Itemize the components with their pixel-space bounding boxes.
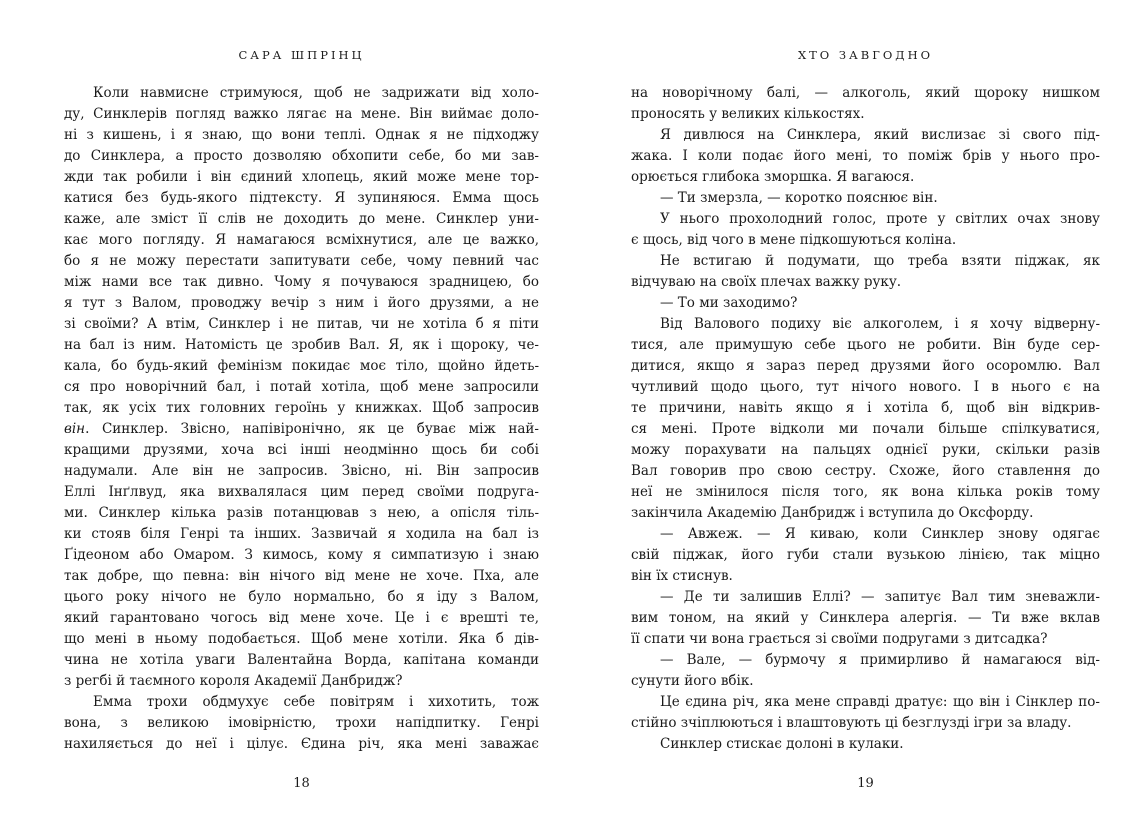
text-line: — Авжеж. — Я киваю, коли Синклер знову одягає	[660, 526, 1100, 542]
text-line: так, як усіх тих головних героїнь у книжках. Щоб запросив	[64, 400, 539, 416]
text-line: вона, з великою імовірністю, трохи напідпитку. Генрі	[64, 715, 539, 731]
page-number-left: 18	[293, 776, 310, 791]
left-page-body	[64, 83, 539, 755]
right-page	[631, 0, 1100, 827]
text-line: нахиляється до неї і цілує. Єдина річ, яка мені заважає	[64, 736, 539, 752]
text-line: надумали. Але він не запросив. Звісно, ні. Він запросив	[64, 463, 539, 479]
text-line: проносять у великих кількостях.	[631, 106, 865, 122]
text-line: стійно зчіплюються і влаштовують ці безглузді ігри за владу.	[631, 715, 1072, 731]
text-line: він їх стиснув.	[631, 568, 733, 584]
text-line: який гарантовано чогось від мене хоче. Це і є врешті те,	[64, 610, 539, 626]
text-line: ся мені. Проте відколи ми почали більше спілкуватися,	[631, 421, 1100, 437]
text-line: — Ти змерзла, — коротко пояснює він.	[660, 190, 938, 206]
text-line: Не встигаю й подумати, що треба взяти піджак, як	[660, 253, 1100, 269]
text-line: каже, але зміст її слів не доходить до мене. Синклер уни-	[64, 211, 539, 227]
text-line: є щось, від чого в мене підкошуються коліна.	[631, 232, 957, 248]
text-line: Емма трохи обдмухує себе повітрям і хихотить, тож	[93, 694, 539, 710]
running-header-left: САРА ШПРІНЦ	[238, 48, 365, 62]
text-line: чина не хотіла уваги Валентайна Ворда, капітана команди	[64, 652, 539, 668]
text-line: що мені в ньому подобається. Щоб мене хотіли. Яка б дів-	[64, 631, 539, 647]
text-line: Синклер стискає долоні в кулаки.	[660, 736, 904, 752]
text-line: ки стояв біля Генрі та інших. Зазвичай я ходила на бал із	[64, 526, 539, 542]
text-line: тися, але примушую себе цього не робити. Він буде сер-	[631, 337, 1100, 353]
text-line: дитися, якщо я зараз перед друзями його осоромлю. Вал	[631, 358, 1100, 374]
text-line: з регбі й таємного короля Академії Данбридж?	[64, 673, 403, 689]
text-line: ся про новорічний бал, і потай хотіла, щоб мене запросили	[64, 379, 539, 395]
text-line: У нього прохолодний голос, проте у світлих очах знову	[660, 211, 1100, 227]
text-line: її спати чи вона грається зі своїми подругами з дитсадка?	[631, 631, 1048, 647]
text-line: ні з кишень, і я знаю, що вони теплі. Однак я не підходжу	[64, 127, 539, 143]
text-line: Вал говорив про свою сестру. Схоже, його ставлення до	[631, 463, 1100, 479]
text-line: між нами все так дивно. Чому я почуваюся зрадницею, бо	[64, 274, 539, 290]
text-line: чутливий щодо цього, тут нічого нового. І в нього є на	[631, 379, 1100, 395]
text-line: катися без будь-якого підтексту. Я зупиняюся. Емма щось	[64, 190, 539, 206]
text-line: те причини, навіть якщо я і хотіла б, щоб він відкрив-	[631, 400, 1100, 416]
text-line: так добре, що певна: він нічого від мене не хоче. Пха, але	[64, 568, 539, 584]
text-line: сунути його вбік.	[631, 673, 754, 689]
text-line: цього року нічого не було нормально, бо я іду з Валом,	[64, 589, 539, 605]
text-line: Ґідеоном або Омаром. З кимось, кому я симпатизую і знаю	[64, 547, 539, 563]
text-line: на бал із ним. Натомість це зробив Вал. Я, як і щороку, че-	[64, 337, 539, 353]
text-line: кала, бо будь-який фемінізм покидає моє тіло, щойно йдеть-	[64, 358, 539, 374]
text-line: — Де ти залишив Еллі? — запитує Вал тим зневажли-	[660, 589, 1100, 605]
text-line: ми. Синклер кілька разів потанцював з нею, а опісля тіль-	[64, 505, 539, 521]
text-line: відчуваю на своїх плечах важку руку.	[631, 274, 902, 290]
text-line: зі своїми? А втім, Синклер і не питав, чи не хотіла б я піти	[64, 316, 539, 332]
text-line: ду, Синклерів погляд важко лягає на мене. Він виймає доло-	[64, 106, 539, 122]
text-line: жди так робили і він єдиний хлопець, який може мене тор-	[64, 169, 539, 185]
text-line: на новорічному балі, — алкоголь, який щороку нишком	[631, 85, 1100, 101]
text-line: неї не змінилося після того, як вона кілька років тому	[631, 484, 1100, 500]
text-line: — Вале, — бурмочу я примирливо й намагаюся від-	[660, 652, 1100, 668]
text-line: — То ми заходимо?	[660, 295, 798, 311]
running-header-right: ХТО ЗАВГОДНО	[797, 48, 934, 62]
text-line: кращими друзями, хоча всі інші неодмінно щось би собі	[64, 442, 539, 458]
text-line: Це єдина річ, яка мене справді дратує: що він і Сінклер по-	[660, 694, 1100, 710]
text-line: бо я не можу перестати запитувати себе, чому певний час	[64, 253, 539, 269]
text-line: можу порахувати на пальцях однієї руки, скільки разів	[631, 442, 1100, 458]
text-line: вим тоном, на який у Синклера алергія. — Ти вже вклав	[631, 610, 1100, 626]
text-line: до Синклера, а просто дозволяю обхопити себе, бо ми зав-	[64, 148, 539, 164]
text-line: свій піджак, його губи стали вузькою лінією, так міцно	[631, 547, 1100, 563]
text-line: Від Валового подиху віє алкоголем, і я хочу відверну-	[660, 316, 1100, 332]
left-page	[64, 0, 539, 827]
text-line: закінчила Академію Данбридж і вступила до Оксфорду.	[631, 505, 1034, 521]
page-number-right: 19	[857, 776, 874, 791]
text-line: Еллі Інґлвуд, яка вихвалялася цим перед своїми подруга-	[64, 484, 539, 500]
text-line: жака. І коли подає його мені, то поміж брів у нього про-	[631, 148, 1100, 164]
text-line: Я дивлюся на Синклера, який вислизає зі свого під-	[660, 127, 1100, 143]
text-line: він. Синклер. Звісно, напівіронічно, як це буває між най-	[64, 421, 539, 437]
right-page-body	[631, 83, 1100, 755]
text-line: кає мого погляду. Я намагаюся всміхнутися, але це важко,	[64, 232, 539, 248]
text-line: орюється глибока зморшка. Я вагаюся.	[631, 169, 915, 185]
text-line: я тут з Валом, проводжу вечір з ним і його друзями, а не	[64, 295, 539, 311]
text-line: Коли навмисне стримуюся, щоб не задрижати від холо-	[93, 85, 539, 101]
